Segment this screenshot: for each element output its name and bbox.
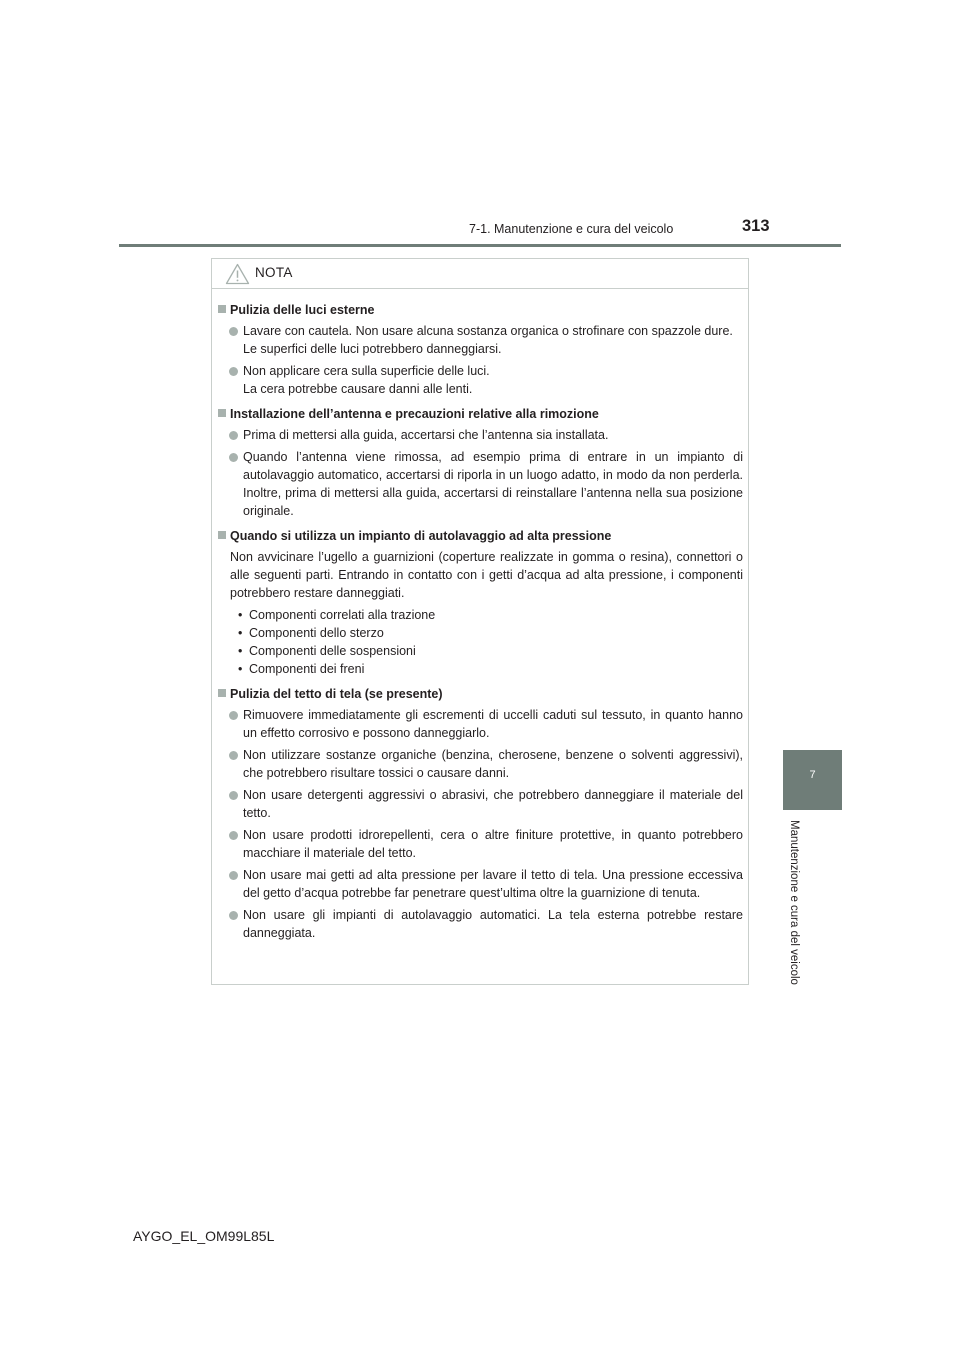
list-item: • Componenti dei freni [238, 660, 743, 678]
section-title: Installazione dell’antenna e precauzioni relative alla rimozione [218, 405, 743, 423]
round-bullet-icon [229, 911, 238, 920]
square-bullet-icon [218, 689, 226, 697]
header-rule [119, 244, 841, 247]
list-item: Non usare prodotti idrorepellenti, cera o altre finiture protettive, in quanto potrebbero macchiare il materiale del tetto. [218, 826, 743, 862]
document-code: AYGO_EL_OM99L85L [133, 1228, 275, 1244]
round-bullet-icon [229, 831, 238, 840]
square-bullet-icon [218, 409, 226, 417]
round-bullet-icon [229, 453, 238, 462]
round-bullet-icon [229, 751, 238, 760]
chapter-label: Manutenzione e cura del veicolo [788, 820, 800, 985]
round-bullet-icon [229, 791, 238, 800]
page-number: 313 [742, 217, 770, 235]
list-item: Prima di mettersi alla guida, accertarsi che l’antenna sia installata. [218, 426, 743, 444]
list-item: • Componenti dello sterzo [238, 624, 743, 642]
list-item: Non usare detergenti aggressivi o abrasivi, che potrebbero danneggiare il materiale del tetto. [218, 786, 743, 822]
list-item: Lavare con cautela. Non usare alcuna sostanza organica o strofinare con spazzole dure. Le superfici delle luci potrebbero danneggiarsi. [218, 322, 743, 358]
note-body [212, 289, 748, 942]
list-item: • Componenti delle sospensioni [238, 642, 743, 660]
chapter-tab [783, 750, 842, 810]
list-item: • Componenti correlati alla trazione [238, 606, 743, 624]
warning-triangle-icon [225, 263, 250, 285]
square-bullet-icon [218, 305, 226, 313]
round-bullet-icon [229, 327, 238, 336]
round-bullet-icon [229, 367, 238, 376]
list-item: Non usare gli impianti di autolavaggio automatici. La tela esterna potrebbe restare danneggiata. [218, 906, 743, 942]
section-paragraph: Non avvicinare l’ugello a guarnizioni (coperture realizzate in gomma o resina), connettori o alle seguenti parti. Entrando in contatto con i getti d’acqua ad alta pressione, i componenti potrebbero restare danneggiati. [230, 550, 743, 600]
list-item: Non utilizzare sostanze organiche (benzina, cherosene, benzene o solventi aggressivi), che potrebbero risultare tossici o causare danni. [218, 746, 743, 782]
list-item: Rimuovere immediatamente gli escrementi di uccelli caduti sul tessuto, in quanto hanno un effetto corrosivo e possono danneggiarlo. [218, 706, 743, 742]
note-header [212, 259, 748, 289]
round-bullet-icon [229, 431, 238, 440]
round-bullet-icon [229, 711, 238, 720]
square-bullet-icon [218, 531, 226, 539]
note-title: NOTA [255, 265, 293, 280]
list-item: Non usare mai getti ad alta pressione per lavare il tetto di tela. Una pressione eccessiva del getto d’acqua potrebbe far penetrare quest’ultima oltre la guarnizione di tenuta. [218, 866, 743, 902]
header-section-title: 7-1. Manutenzione e cura del veicolo [469, 222, 674, 236]
chapter-number: 7 [809, 769, 816, 781]
section-title: Quando si utilizza un impianto di autolavaggio ad alta pressione [218, 527, 743, 545]
section-title: Pulizia del tetto di tela (se presente) [218, 685, 743, 703]
round-bullet-icon [229, 871, 238, 880]
section-title: Pulizia delle luci esterne [218, 301, 743, 319]
component-list [218, 606, 743, 678]
note-box [211, 258, 749, 985]
list-item: Quando l’antenna viene rimossa, ad esempio prima di entrare in un impianto di autolavaggio automatico, accertarsi di riporla in un luogo adatto, in modo da non perderla. Inoltre, prima di mettersi alla guida, accertarsi di reinstallare l’antenna nella sua posizione originale. [218, 448, 743, 520]
list-item: Non applicare cera sulla superficie delle luci. La cera potrebbe causare danni alle lenti. [218, 362, 743, 398]
